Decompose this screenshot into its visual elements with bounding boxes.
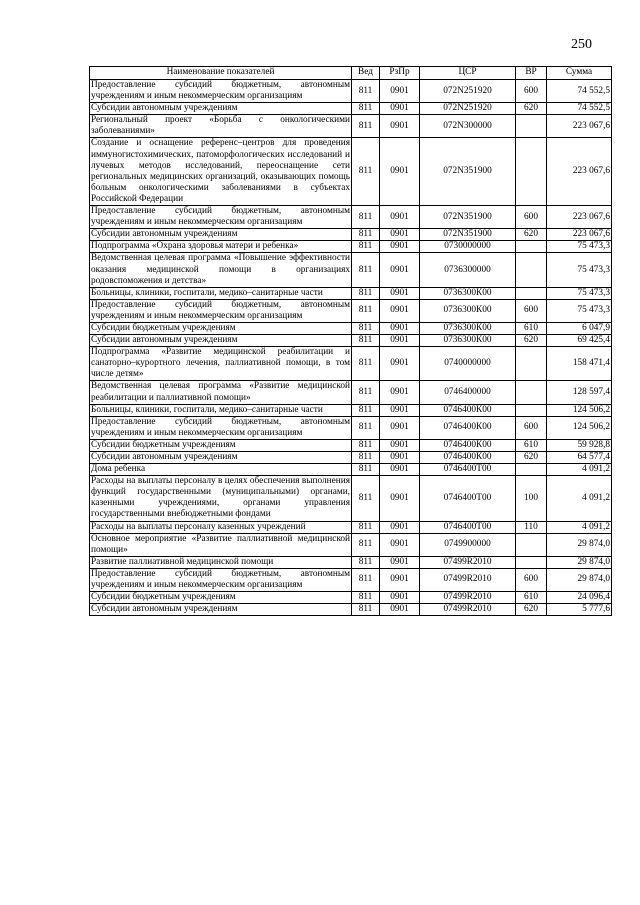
cell-vr: 610 bbox=[516, 322, 547, 334]
cell-ved: 811 bbox=[352, 556, 380, 568]
cell-rzpr: 0901 bbox=[380, 335, 420, 347]
cell-sum: 223 067,6 bbox=[547, 138, 612, 206]
table-row bbox=[90, 464, 612, 476]
cell-ved: 811 bbox=[352, 604, 380, 616]
cell-rzpr: 0901 bbox=[380, 604, 420, 616]
table-row bbox=[90, 439, 612, 451]
cell-vr: 620 bbox=[516, 103, 547, 115]
cell-csr: 0749900000 bbox=[420, 533, 516, 556]
cell-sum: 124 506,2 bbox=[547, 416, 612, 439]
cell-name: Подпрограмма «Охрана здоровья матери и ребенка» bbox=[90, 241, 352, 253]
table-row bbox=[90, 347, 612, 381]
cell-name: Дома ребенка bbox=[90, 464, 352, 476]
cell-ved: 811 bbox=[352, 347, 380, 381]
cell-sum: 128 597,4 bbox=[547, 381, 612, 404]
cell-name: Субсидии бюджетным учреждениям bbox=[90, 322, 352, 334]
table-row bbox=[90, 241, 612, 253]
cell-rzpr: 0901 bbox=[380, 381, 420, 404]
cell-sum: 223 067,6 bbox=[547, 115, 612, 138]
cell-ved: 811 bbox=[352, 287, 380, 299]
cell-csr: 0736300К00 bbox=[420, 335, 516, 347]
cell-vr: 110 bbox=[516, 521, 547, 533]
table-row bbox=[90, 452, 612, 464]
cell-csr: 0746400Т00 bbox=[420, 464, 516, 476]
cell-sum: 223 067,6 bbox=[547, 229, 612, 241]
cell-sum: 69 425,4 bbox=[547, 335, 612, 347]
cell-csr: 0746400Т00 bbox=[420, 476, 516, 521]
cell-rzpr: 0901 bbox=[380, 206, 420, 229]
cell-vr: 600 bbox=[516, 299, 547, 322]
cell-csr: 0746400К00 bbox=[420, 439, 516, 451]
cell-name: Больницы, клиники, госпитали, медико–санитарные части bbox=[90, 287, 352, 299]
table-header-row bbox=[90, 67, 612, 80]
cell-ved: 811 bbox=[352, 521, 380, 533]
table-row bbox=[90, 335, 612, 347]
cell-ved: 811 bbox=[352, 592, 380, 604]
cell-ved: 811 bbox=[352, 138, 380, 206]
header-csr: ЦСР bbox=[420, 67, 516, 80]
cell-sum: 5 777,6 bbox=[547, 604, 612, 616]
table-row bbox=[90, 556, 612, 568]
cell-name: Региональный проект «Борьба с онкологическими заболеваниями» bbox=[91, 115, 350, 137]
cell-vr bbox=[516, 533, 547, 556]
cell-name: Ведомственная целевая программа «Развитие медицинской реабилитации и паллиативной помощи» bbox=[91, 381, 350, 403]
cell-ved: 811 bbox=[352, 206, 380, 229]
cell-csr: 0730000000 bbox=[420, 241, 516, 253]
table-body bbox=[90, 80, 612, 616]
cell-rzpr: 0901 bbox=[380, 592, 420, 604]
cell-vr: 620 bbox=[516, 604, 547, 616]
cell-ved: 811 bbox=[352, 381, 380, 404]
cell-sum: 6 047,9 bbox=[547, 322, 612, 334]
table-row bbox=[90, 206, 612, 229]
cell-csr: 07499R2010 bbox=[420, 604, 516, 616]
cell-rzpr: 0901 bbox=[380, 347, 420, 381]
cell-rzpr: 0901 bbox=[380, 439, 420, 451]
table-row bbox=[90, 476, 612, 521]
cell-vr: 620 bbox=[516, 229, 547, 241]
cell-rzpr: 0901 bbox=[380, 416, 420, 439]
cell-vr: 600 bbox=[516, 80, 547, 103]
cell-vr bbox=[516, 404, 547, 416]
cell-ved: 811 bbox=[352, 476, 380, 521]
cell-sum: 74 552,5 bbox=[547, 103, 612, 115]
cell-name: Предоставление субсидий бюджетным, автономным учреждениям и иным некоммерческим организациям bbox=[91, 80, 350, 102]
cell-vr bbox=[516, 241, 547, 253]
cell-csr: 0746400000 bbox=[420, 381, 516, 404]
cell-rzpr: 0901 bbox=[380, 404, 420, 416]
cell-rzpr: 0901 bbox=[380, 241, 420, 253]
cell-name: Субсидии автономным учреждениям bbox=[90, 452, 352, 464]
cell-ved: 811 bbox=[352, 80, 380, 103]
cell-csr: 07499R2010 bbox=[420, 568, 516, 591]
table-row bbox=[90, 80, 612, 103]
cell-rzpr: 0901 bbox=[380, 115, 420, 138]
cell-ved: 811 bbox=[352, 299, 380, 322]
cell-name: Предоставление субсидий бюджетным, автономным учреждениям и иным некоммерческим организациям bbox=[91, 416, 350, 438]
header-rzpr: РзПр bbox=[380, 67, 420, 80]
cell-rzpr: 0901 bbox=[380, 464, 420, 476]
cell-rzpr: 0901 bbox=[380, 229, 420, 241]
cell-vr: 610 bbox=[516, 439, 547, 451]
cell-sum: 74 552,5 bbox=[547, 80, 612, 103]
cell-csr: 0746400Т00 bbox=[420, 521, 516, 533]
cell-rzpr: 0901 bbox=[380, 568, 420, 591]
table-row bbox=[90, 253, 612, 287]
cell-ved: 811 bbox=[352, 404, 380, 416]
cell-csr: 072N251920 bbox=[420, 103, 516, 115]
cell-vr: 600 bbox=[516, 206, 547, 229]
cell-rzpr: 0901 bbox=[380, 556, 420, 568]
cell-csr: 07499R2010 bbox=[420, 592, 516, 604]
cell-sum: 29 874,0 bbox=[547, 533, 612, 556]
cell-vr bbox=[516, 464, 547, 476]
cell-sum: 223 067,6 bbox=[547, 206, 612, 229]
cell-csr: 0736300К00 bbox=[420, 322, 516, 334]
cell-name: Предоставление субсидий бюджетным, автономным учреждениям и иным некоммерческим организациям bbox=[91, 299, 350, 321]
cell-name: Больницы, клиники, госпитали, медико–санитарные части bbox=[90, 404, 352, 416]
cell-csr: 0746400К00 bbox=[420, 416, 516, 439]
table-row bbox=[90, 322, 612, 334]
cell-rzpr: 0901 bbox=[380, 138, 420, 206]
header-ved: Вед bbox=[352, 67, 380, 80]
cell-ved: 811 bbox=[352, 568, 380, 591]
cell-rzpr: 0901 bbox=[380, 521, 420, 533]
cell-sum: 158 471,4 bbox=[547, 347, 612, 381]
cell-sum: 59 928,8 bbox=[547, 439, 612, 451]
cell-sum: 29 874,0 bbox=[547, 556, 612, 568]
cell-vr: 600 bbox=[516, 568, 547, 591]
cell-csr: 072N351900 bbox=[420, 229, 516, 241]
cell-name: Субсидии бюджетным учреждениям bbox=[90, 439, 352, 451]
cell-ved: 811 bbox=[352, 533, 380, 556]
budget-table bbox=[89, 66, 612, 616]
cell-csr: 072N300000 bbox=[420, 115, 516, 138]
page-number: 250 bbox=[571, 37, 592, 52]
cell-ved: 811 bbox=[352, 241, 380, 253]
table-row bbox=[90, 404, 612, 416]
cell-sum: 124 506,2 bbox=[547, 404, 612, 416]
cell-rzpr: 0901 bbox=[380, 80, 420, 103]
cell-sum: 64 577,4 bbox=[547, 452, 612, 464]
cell-sum: 75 473,3 bbox=[547, 287, 612, 299]
cell-rzpr: 0901 bbox=[380, 299, 420, 322]
cell-ved: 811 bbox=[352, 229, 380, 241]
cell-sum: 4 091,2 bbox=[547, 521, 612, 533]
header-name: Наименование показателей bbox=[90, 67, 352, 80]
cell-name: Субсидии автономным учреждениям bbox=[90, 103, 352, 115]
cell-name: Субсидии бюджетным учреждениям bbox=[90, 592, 352, 604]
cell-vr: 620 bbox=[516, 452, 547, 464]
cell-vr bbox=[516, 253, 547, 287]
table-row bbox=[90, 103, 612, 115]
table-row bbox=[90, 521, 612, 533]
cell-ved: 811 bbox=[352, 452, 380, 464]
cell-rzpr: 0901 bbox=[380, 452, 420, 464]
cell-name: Предоставление субсидий бюджетным, автономным учреждениям и иным некоммерческим организациям bbox=[91, 206, 350, 228]
cell-name: Развитие паллиативной медицинской помощи bbox=[90, 556, 352, 568]
cell-sum: 4 091,2 bbox=[547, 476, 612, 521]
cell-ved: 811 bbox=[352, 439, 380, 451]
cell-rzpr: 0901 bbox=[380, 287, 420, 299]
cell-name: Создание и оснащение референс–центров для проведения иммуногистохимических, патоморфологических исследований и лучевых методов исследований, переоснащение сети региональных медицинских организаций, оказывающих помощь больным онкологическими заболеваниями в субъектах Российской Федерации bbox=[91, 138, 350, 204]
table-row bbox=[90, 568, 612, 591]
cell-rzpr: 0901 bbox=[380, 476, 420, 521]
cell-rzpr: 0901 bbox=[380, 103, 420, 115]
table-row bbox=[90, 115, 612, 138]
cell-csr: 072N251920 bbox=[420, 80, 516, 103]
table-row bbox=[90, 592, 612, 604]
table-row bbox=[90, 138, 612, 206]
cell-name: Расходы на выплаты персоналу казенных учреждений bbox=[90, 521, 352, 533]
table-row bbox=[90, 299, 612, 322]
cell-name: Ведомственная целевая программа «Повышение эффективности оказания медицинской помощи в организациях родовспоможения и детства» bbox=[91, 253, 350, 286]
cell-vr: 620 bbox=[516, 335, 547, 347]
cell-csr: 0746400К00 bbox=[420, 452, 516, 464]
cell-name: Подпрограмма «Развитие медицинской реабилитации и санаторно–курортного лечения, паллиативной помощи, в том числе детям» bbox=[91, 347, 350, 380]
cell-rzpr: 0901 bbox=[380, 253, 420, 287]
cell-name: Расходы на выплаты персоналу в целях обеспечения выполнения функций государственными (муниципальными) органами, казенными учреждениями, органами управления государственными внебюджетными фондами bbox=[91, 476, 350, 520]
table-row bbox=[90, 416, 612, 439]
cell-sum: 29 874,0 bbox=[547, 568, 612, 591]
table-row bbox=[90, 533, 612, 556]
cell-csr: 072N351900 bbox=[420, 138, 516, 206]
cell-sum: 24 096,4 bbox=[547, 592, 612, 604]
cell-ved: 811 bbox=[352, 335, 380, 347]
cell-sum: 75 473,3 bbox=[547, 299, 612, 322]
table-row bbox=[90, 287, 612, 299]
cell-sum: 75 473,3 bbox=[547, 253, 612, 287]
cell-vr bbox=[516, 115, 547, 138]
cell-ved: 811 bbox=[352, 322, 380, 334]
cell-csr: 0736300000 bbox=[420, 253, 516, 287]
cell-ved: 811 bbox=[352, 253, 380, 287]
cell-name: Основное мероприятие «Развитие паллиативной медицинской помощи» bbox=[91, 533, 350, 555]
cell-csr: 0740000000 bbox=[420, 347, 516, 381]
header-sum: Сумма bbox=[547, 67, 612, 80]
cell-vr: 600 bbox=[516, 416, 547, 439]
cell-ved: 811 bbox=[352, 416, 380, 439]
cell-vr bbox=[516, 347, 547, 381]
cell-vr bbox=[516, 556, 547, 568]
cell-ved: 811 bbox=[352, 115, 380, 138]
cell-sum: 75 473,3 bbox=[547, 241, 612, 253]
table-row bbox=[90, 604, 612, 616]
cell-csr: 07499R2010 bbox=[420, 556, 516, 568]
cell-vr bbox=[516, 381, 547, 404]
table-row bbox=[90, 381, 612, 404]
cell-rzpr: 0901 bbox=[380, 322, 420, 334]
cell-vr bbox=[516, 138, 547, 206]
cell-ved: 811 bbox=[352, 464, 380, 476]
cell-vr: 100 bbox=[516, 476, 547, 521]
cell-name: Субсидии автономным учреждениям bbox=[90, 229, 352, 241]
cell-name: Субсидии автономным учреждениям bbox=[90, 604, 352, 616]
cell-vr: 610 bbox=[516, 592, 547, 604]
cell-rzpr: 0901 bbox=[380, 533, 420, 556]
header-vr: ВР bbox=[516, 67, 547, 80]
cell-name: Предоставление субсидий бюджетным, автономным учреждениям и иным некоммерческим организациям bbox=[91, 568, 350, 591]
cell-ved: 811 bbox=[352, 103, 380, 115]
cell-csr: 072N351900 bbox=[420, 206, 516, 229]
cell-sum: 4 091,2 bbox=[547, 464, 612, 476]
cell-csr: 0736300К00 bbox=[420, 299, 516, 322]
cell-name: Субсидии автономным учреждениям bbox=[90, 335, 352, 347]
cell-csr: 0736300К00 bbox=[420, 287, 516, 299]
cell-csr: 0746400К00 bbox=[420, 404, 516, 416]
cell-vr bbox=[516, 287, 547, 299]
table-row bbox=[90, 229, 612, 241]
